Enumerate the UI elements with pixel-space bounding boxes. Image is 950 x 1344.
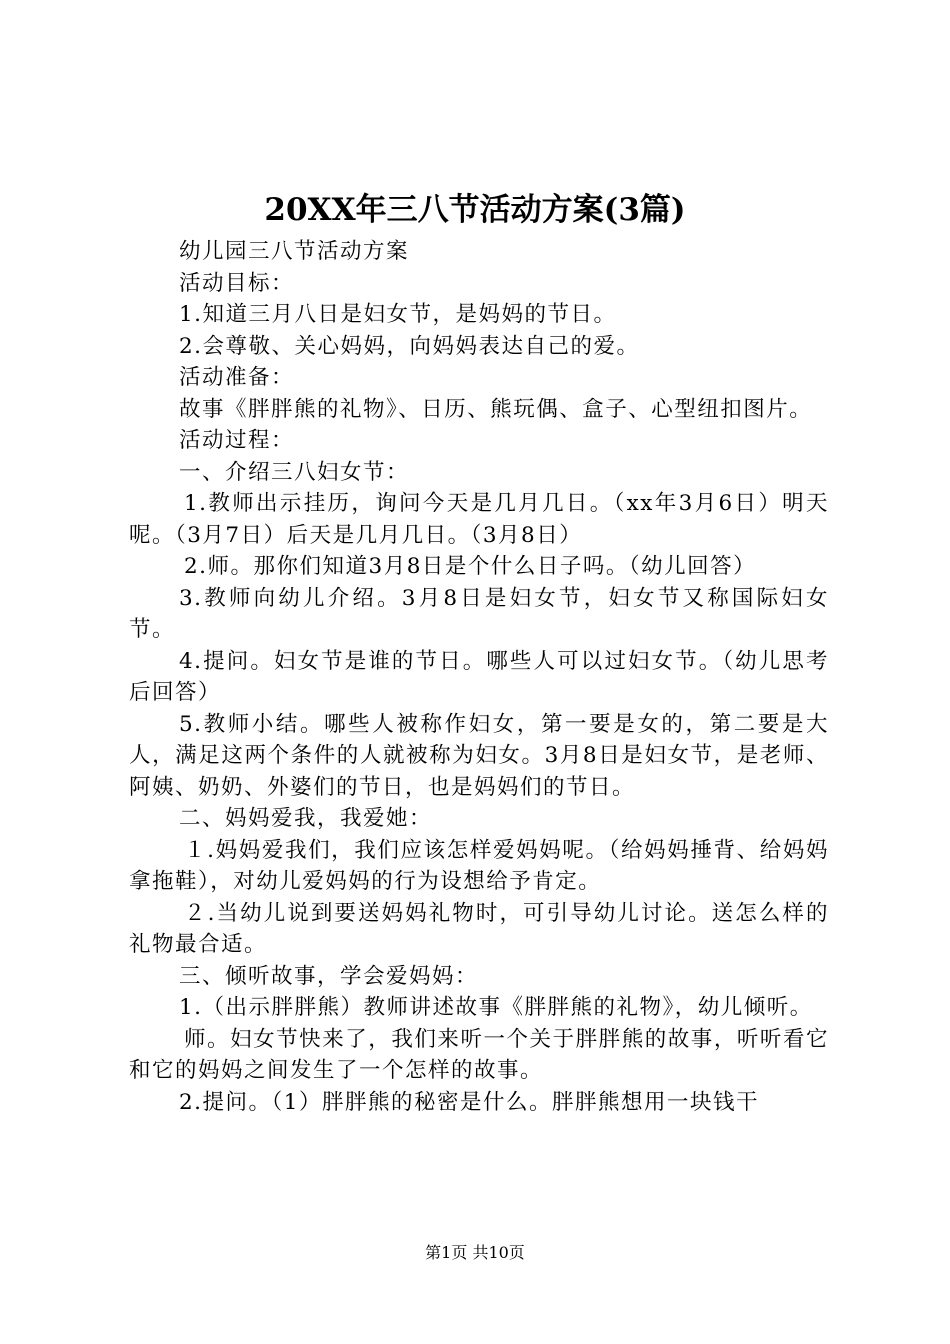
- paragraph: 5.教师小结。哪些人被称作妇女，第一要是女的，第二要是大人，满足这两个条件的人就被称为妇女。3月8日是妇女节，是老师、阿姨、奶奶、外婆们的节日，也是妈妈们的节日。: [129, 711, 829, 800]
- paragraph: 幼儿园三八节活动方案: [179, 239, 410, 264]
- paragraph: 2.提问。（1）胖胖熊的秘密是什么。胖胖熊想用一块钱干: [179, 1089, 759, 1115]
- paragraph: 1.知道三月八日是妇女节，是妈妈的节日。: [179, 302, 617, 327]
- paragraph: 1.教师出示挂历，询问今天是几月几日。（xx年3月6日）明天呢。（3月7日）后天是几月几日。（3月8日）: [129, 491, 829, 548]
- page-footer: 第1页 共10页: [425, 1243, 525, 1262]
- paragraph: 故事《胖胖熊的礼物》、日历、熊玩偶、盒子、心型纽扣图片。: [179, 396, 813, 422]
- paragraph: 活动准备：: [179, 365, 295, 390]
- paragraph: 3.教师向幼儿介绍。3月8日是妇女节，妇女节又称国际妇女节。: [129, 585, 829, 642]
- paragraph: 一、介绍三八妇女节：: [179, 459, 410, 485]
- paragraph: 师。妇女节快来了，我们来听一个关于胖胖熊的故事，听听看它和它的妈妈之间发生了一个怎样的故事。: [129, 1026, 829, 1083]
- document-body: [129, 236, 829, 1118]
- paragraph: 2.师。那你们知道3月8日是个什么日子吗。（幼儿回答）: [184, 554, 757, 579]
- paragraph: 二、妈妈爱我，我爱她：: [179, 806, 433, 831]
- paragraph: １.妈妈爱我们，我们应该怎样爱妈妈呢。（给妈妈捶背、给妈妈拿拖鞋），对幼儿爱妈妈的行为设想给予肯定。: [129, 837, 829, 894]
- paragraph: 三、倾听故事，学会爱妈妈：: [179, 963, 479, 989]
- paragraph: 活动过程：: [179, 428, 295, 453]
- paragraph: 4.提问。妇女节是谁的节日。哪些人可以过妇女节。（幼儿思考后回答）: [129, 648, 829, 705]
- paragraph: 活动目标：: [179, 270, 295, 296]
- paragraph: 1.（出示胖胖熊）教师讲述故事《胖胖熊的礼物》，幼儿倾听。: [179, 995, 813, 1020]
- paragraph: ２.当幼儿说到要送妈妈礼物时，可引导幼儿讨论。送怎么样的礼物最合适。: [129, 900, 829, 957]
- document-title: 20XX年三八节活动方案(3篇): [264, 192, 686, 228]
- paragraph: 2.会尊敬、关心妈妈，向妈妈表达自己的爱。: [179, 333, 640, 359]
